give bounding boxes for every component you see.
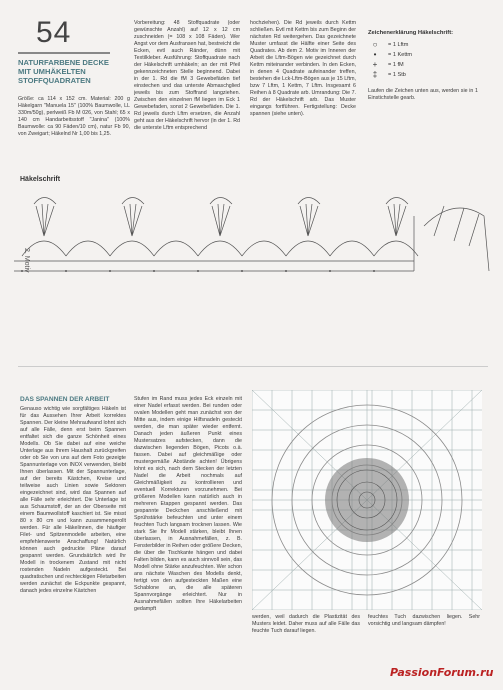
chart-label: Häkelschrift (20, 176, 61, 183)
section-title: DAS SPANNEN DER ARBEIT (20, 396, 110, 403)
chain-stitch-icon: ○ (372, 40, 378, 49)
double-crochet-icon: ‡ (372, 70, 378, 79)
legend-label: = 1 fM (388, 62, 404, 68)
title-line-2: MIT UMHÄKELTEN (18, 67, 86, 76)
legend-label: = 1 Stb (388, 72, 406, 78)
legend-item (368, 70, 490, 80)
legend-label: = 1 Lftm (388, 42, 409, 48)
legend-note: Laufen die Zeichen unten aus, werden sie in 1 Einstichstelle gearb. (368, 88, 478, 101)
instructions-col-2: hochziehen). Die Rd jeweils durch Kettm schließen. Evtl mit Kettm bis zum Beginn der nächsten Rd weitergehen. Das gezeichnete Muster umfasst die Hälfte einer Seite des Quadrates. Ab dem 2. Motiv im Inneren der Arbeit die Lftm-Bögen wie gezeichnet durch Kettm miteinander verbinden. In den Ecken, in denen 4 Quadrate aufeinander treffen, bestehen die Lck-Lftm-Bögen aus je 15 Lftm, bzw 7 Lftm, 1 Kettm, 7 Lftm. Insgesamt 6 Reihen à 8 Quadrate arb. Umrandung: Die 7. Rd der Häkelschrift arb. Das Muster eingangs fortführen. Fertigstellung: Decke spannen (siehe unten). (250, 20, 356, 117)
spanning-text-col-2: Stufen im Rand muss jedes Eck einzeln mit einer Nadel erfasst werden. Bei runden oder ovalen Modellen geht man zunächst von der Mitte aus, indem einige Hilfsnadeln gesteckt werden, die man später wieder entfernt. Danach jeden äußeren Punkt eines Mustersatzes aufstecken, dann die dazwischen liegenden Bögen, Picots o.ä. fassen. Dabei auf gleichmäßige oder mustergemäße Abstände achten! Übrigens lohnt es sich, nach dem Stecken der letzten Nadel die Arbeit nochmals auf Gleichmäßigkeit zu kontrollieren und eventuell Korrekturen vorzunehmen. Bei größeren Modellen kann natürlich auch in mehreren Etappen gespannt werden. Das gespannte Deckchen anschließend mit Sprühstärke befeuchten und unter einem feuchten Tuch langsam trocknen lassen. Wie stark Sie Ihr Modell stärken, bleibt Ihnen überlassen, in Ausnahmefällen, z. B. Fensterbilder in Reihen oder größere Decken, die über die Tischkante hängen und dabei Falten bilden, kann es auch sinnvoll sein, das Modell ohne Stärke anzufeuchten. Wer schon ans nächste Waschen des Modells denkt, fertigt von den aufgesteckten Maßen eine Schablone an, die alle späteren Spannvorgänge erleichtert. Nur in Ausnahmefällen sollten Ihre Häkelarbeiten gedampft (134, 396, 242, 612)
materials-text: Größe: ca 114 x 152 cm. Material: 200 g Häkelgarn "Manuela 15" (100% Baumwolle, LL 330m/50g), perlweiß Fb M 026, von Stahl; 65 x 140 cm Handarbeitsstoff "Janina" (100% Baumwolle: ca 90 Fäden/10 cm), natur Fb 90, von Zweigart; Häkelnd Nr 1,00 bis 1,25. (18, 96, 130, 137)
slip-stitch-icon: • (373, 50, 377, 59)
article-title (18, 58, 130, 85)
legend-title: Zeichenerklärung Häkelschrift: (368, 30, 454, 36)
legend (368, 30, 490, 102)
title-line-3: STOFFQUADRATEN (18, 76, 91, 85)
legend-item (368, 50, 490, 60)
legend-item (368, 60, 490, 70)
divider (18, 52, 110, 54)
page-number: 54 (36, 16, 72, 49)
divider (18, 366, 488, 367)
spanning-text-col-3: werden, weil dadurch die Plastizität des Musters leidet. Daher muss auf alle Fälle das feuchte Tuch darauf liegen. (252, 614, 360, 634)
single-crochet-icon: + (372, 60, 378, 69)
legend-label: = 1 Kettm (388, 52, 413, 58)
instructions-col-1: Vorbereitung: 48 Stoffquadrate (oder gewünschte Anzahl) auf 12 x 12 cm zuschneiden (= 108 x 108 Fäden). Wer Angst vor dem Ausfransen hat, bestreicht die Ecken, evtl auch Ränder, dünn mit Textilkleber. Ausführung: Stoffquadrate nach der Häkelschrift umhäkeln; an der mit Pfeil gekennzeichneten Stelle beginnend. Dabei in der 1. Rd die fM 3 Gewebefäden tief einstechen und das unterste Abmaschglied jeweils bis zum Stoffrand langziehen. Zwischen den einzelnen fM liegen im Eck 1 Gewebefaden, sonst 2 Gewebefäden. Die 1. Rd jeweils durch Lftm ersetzen, die Anzahl geht aus der Häkelschrift hervor (in der 1. Rd die unterste Lftm entsprechend (134, 20, 240, 131)
crochet-chart-diagram (14, 186, 494, 286)
legend-item (368, 40, 490, 50)
blocking-mat-image (252, 390, 482, 610)
spanning-text-col-4: feuchtes Tuch dazwischen liegen. Sehr vorsichtig und langsam dämpfen! (368, 614, 480, 627)
watermark: PassionForum.ru (390, 666, 494, 679)
motif-label: 2. Motiv (23, 248, 30, 273)
spanning-text-col-1: Genauso wichtig wie sorgfältiges Häkeln ist für das Aussehen Ihrer Arbeit korrektes Spannen. Der kleine Mehraufwand lohnt sich auf alle Fälle, denn erst beim Spannen entfaltet sich die ganze Schönheit eines Modells. Ob Sie dabei auf eine weiche Unterlage aus Ihrem Haushalt zurückgreifen oder ob Sie von uns auf dem Foto gezeigte Spannunterlage von INOX verwenden, bleibt Ihnen überlassen. Mit der Spannunterlage, auf der bereits Kästchen, Kreise und teilweise auch Linien sowie Sektoren eingezeichnet sind, wird das Spannen auf alle Fälle sehr erleichtert. Die Unterlage ist aus Schaumstoff, der an der Oberseite mit einem Baumwollstoff kaschiert ist. Sie misst 80 x 80 cm und kann zusammengerollt werden. Für alle Häkelinnen, die häufiger Filet- und Spitzenmodelle arbeiten, eine empfehlenswerte Anschaffung! Natürlich können auch gedruckte Pläne darauf gespannt werden. Grundsätzlich wird Ihr Modell in trockenem Zustand mit nicht rostenden Nadeln aufgesteckt. Bei quadratischen und rechteckigen Filetarbeiten werden zunächst die Eckpunkte gespannt, danach jedes einzelne Kästchen (20, 406, 126, 594)
title-line-1: NATURFARBENE DECKE (18, 58, 109, 67)
